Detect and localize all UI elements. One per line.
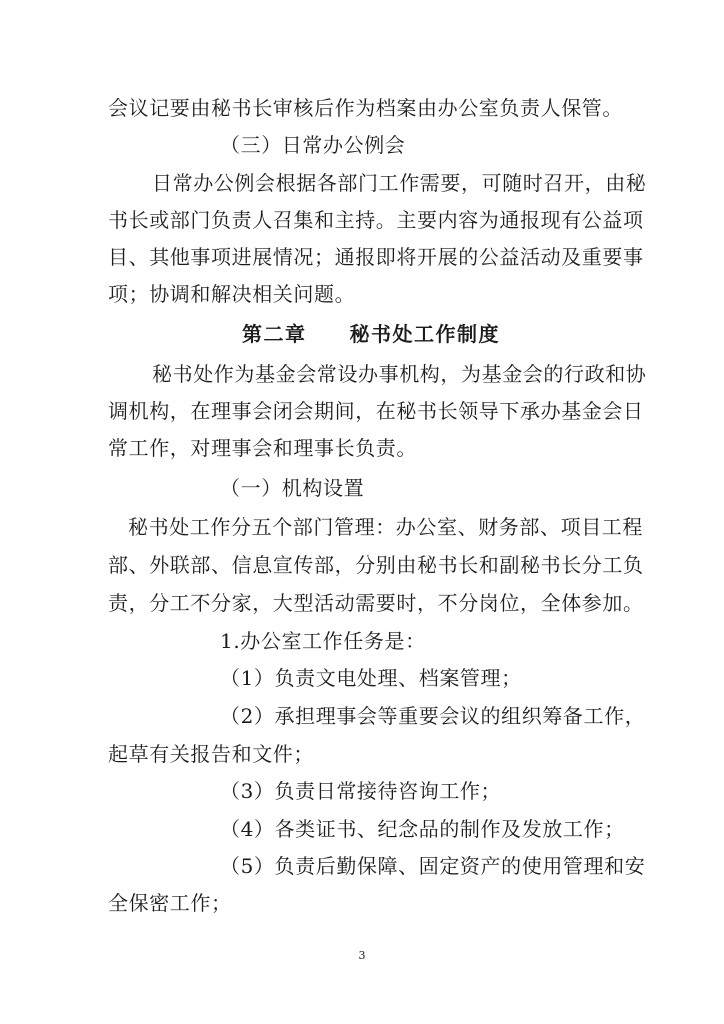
text-line-6: 项；协调和解决相关问题。 bbox=[108, 282, 356, 306]
text-line-1: 会议记要由秘书长审核后作为档案由办公室负责人保管。 bbox=[108, 96, 623, 120]
text-line-9: 调机构，在理事会闭会期间，在秘书长领导下承办基金会日 bbox=[108, 399, 644, 423]
item-heading-office-tasks: 1.办公室工作任务是： bbox=[220, 629, 426, 653]
section-heading-org-setup: （一）机构设置 bbox=[220, 476, 365, 500]
list-item-1: （1）负责文电处理、档案管理； bbox=[220, 666, 522, 690]
section-heading-daily-meeting: （三）日常办公例会 bbox=[220, 133, 406, 157]
text-line-14: 责，分工不分家，大型活动需要时，不分岗位，全体参加。 bbox=[108, 591, 644, 615]
list-item-5-continued: 全保密工作； bbox=[108, 891, 232, 915]
chapter-heading: 第二章 秘书处工作制度 bbox=[242, 322, 500, 346]
list-item-4: （4）各类证书、纪念品的制作及发放工作； bbox=[220, 817, 625, 841]
list-item-3: （3）负责日常接待咨询工作； bbox=[220, 779, 502, 803]
list-item-2-continued: 起草有关报告和文件； bbox=[108, 742, 314, 766]
text-line-10: 常工作，对理事会和理事长负责。 bbox=[108, 436, 417, 460]
text-line-13: 部、外联部、信息宣传部，分别由秘书长和副秘书长分工负 bbox=[108, 553, 644, 577]
text-line-4: 书长或部门负责人召集和主持。主要内容为通报现有公益项 bbox=[108, 208, 644, 232]
text-line-8: 秘书处作为基金会常设办事机构，为基金会的行政和协 bbox=[152, 362, 647, 386]
list-item-5: （5）负责后勤保障、固定资产的使用管理和安 bbox=[220, 854, 646, 878]
page-number: 3 bbox=[358, 949, 366, 962]
text-line-5: 目、其他事项进展情况；通报即将开展的公益活动及重要事 bbox=[108, 245, 644, 269]
list-item-2: （2）承担理事会等重要会议的组织筹备工作， bbox=[220, 704, 646, 728]
text-line-3: 日常办公例会根据各部门工作需要，可随时召开，由秘 bbox=[152, 171, 647, 195]
text-line-12: 秘书处工作分五个部门管理：办公室、财务部、项目工程 bbox=[128, 515, 643, 539]
